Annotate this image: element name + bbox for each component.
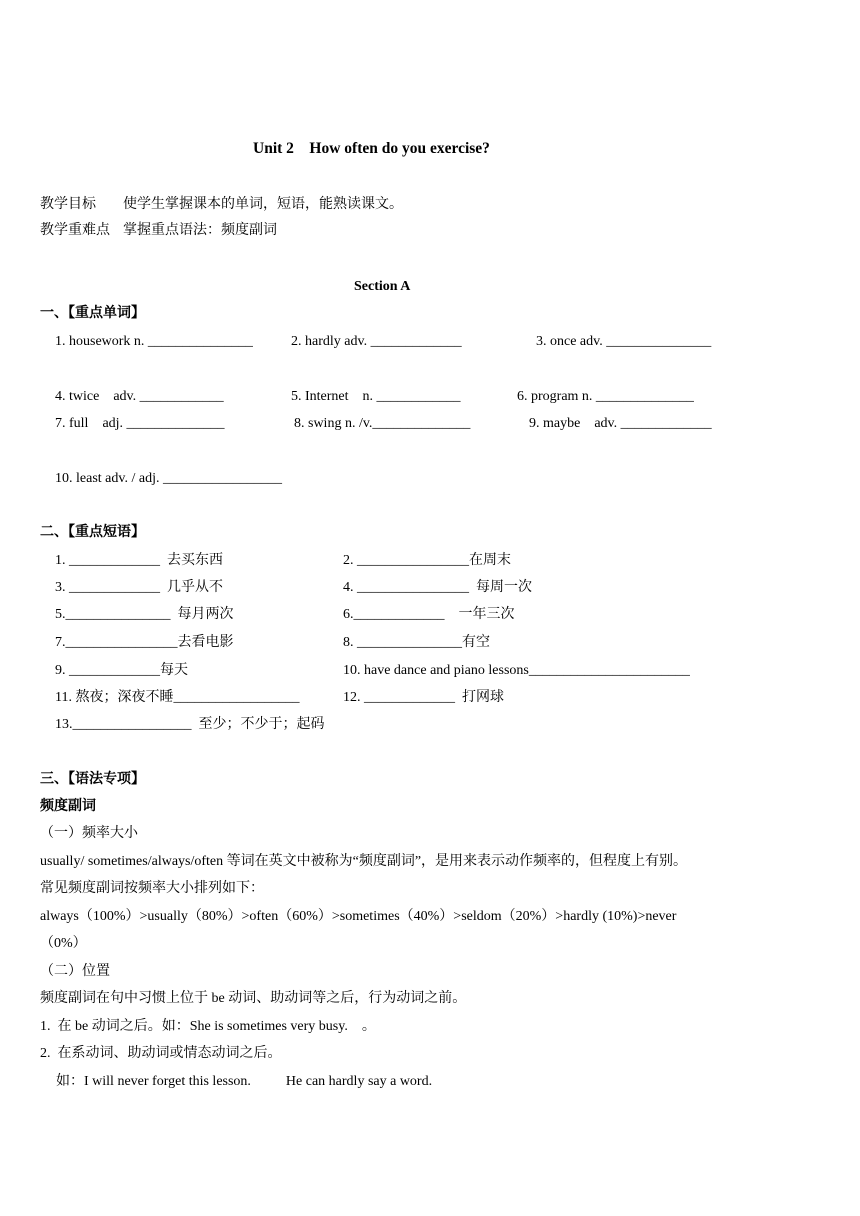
- grammar-paragraph: 频度副词在句中习惯上位于 be 动词、助动词等之后，行为动词之前。: [40, 991, 467, 1006]
- grammar-paragraph: usually/ sometimes/always/often 等词在英文中被称为“频度副词”，是用来表示动作频率的，但程度上有别。: [40, 854, 688, 869]
- phrase-item: 2. ________________在周末: [343, 553, 511, 568]
- vocab-heading: 一、【重点单词】: [40, 306, 145, 321]
- phrase-item: 12. _____________ 打网球: [343, 690, 504, 705]
- vocab-item: 7. full adj. ______________: [55, 416, 225, 431]
- phrase-item: 7.________________去看电影: [55, 635, 234, 650]
- grammar-paragraph: 常见频度副词按频率大小排列如下：: [40, 881, 264, 896]
- phrase-item: 5._______________ 每月两次: [55, 607, 234, 622]
- phrase-item: 4. ________________ 每周一次: [343, 580, 532, 595]
- phrase-item: 13._________________ 至少；不少于；起码: [55, 717, 325, 732]
- grammar-part-two: （二）位置: [40, 964, 110, 979]
- teaching-difficulty-text: 掌握重点语法：频度副词: [123, 223, 277, 238]
- phrase-item: 9. _____________每天: [55, 663, 188, 678]
- phrase-item: 10. have dance and piano lessons_______________________: [343, 663, 690, 678]
- phrase-item: 11. 熬夜；深夜不睡__________________: [55, 690, 300, 705]
- vocab-item: 5. Internet n. ____________: [291, 389, 461, 404]
- phrase-item: 3. _____________ 几乎从不: [55, 580, 223, 595]
- frequency-order: always（100%）>usually（80%）>often（60%）>sometimes（40%）>seldom（20%）>hardly (10%)>never: [40, 909, 677, 924]
- phrase-item: 8. _______________有空: [343, 635, 490, 650]
- section-title: Section A: [354, 279, 411, 294]
- vocab-item: 9. maybe adv. _____________: [529, 416, 712, 431]
- grammar-example: 2. 在系动词、助动词或情态动词之后。: [40, 1046, 282, 1061]
- grammar-subheading: 频度副词: [40, 799, 96, 814]
- phrase-item: 6._____________ 一年三次: [343, 607, 515, 622]
- phrases-heading: 二、【重点短语】: [40, 525, 145, 540]
- vocab-item: 10. least adv. / adj. _________________: [55, 471, 282, 486]
- grammar-example: 如：I will never forget this lesson. He can hardly say a word.: [56, 1074, 433, 1089]
- document-title: Unit 2 How often do you exercise?: [253, 140, 490, 157]
- teaching-goal-label: 教学目标: [40, 197, 96, 212]
- vocab-item: 3. once adv. _______________: [536, 334, 712, 349]
- vocab-item: 4. twice adv. ____________: [55, 389, 224, 404]
- vocab-item: 6. program n. ______________: [517, 389, 694, 404]
- teaching-difficulty-label: 教学重难点: [40, 223, 110, 238]
- phrase-item: 1. _____________ 去买东西: [55, 553, 223, 568]
- vocab-item: 1. housework n. _______________: [55, 334, 253, 349]
- frequency-order-tail: （0%）: [40, 936, 87, 951]
- teaching-goal-text: 使学生掌握课本的单词，短语，能熟读课文。: [123, 197, 403, 212]
- vocab-item: 2. hardly adv. _____________: [291, 334, 462, 349]
- grammar-example: 1. 在 be 动词之后。如：She is sometimes very busy. 。: [40, 1019, 376, 1034]
- grammar-heading: 三、【语法专项】: [40, 772, 145, 787]
- grammar-part-one: （一）频率大小: [40, 826, 138, 841]
- vocab-item: 8. swing n. /v.______________: [294, 416, 471, 431]
